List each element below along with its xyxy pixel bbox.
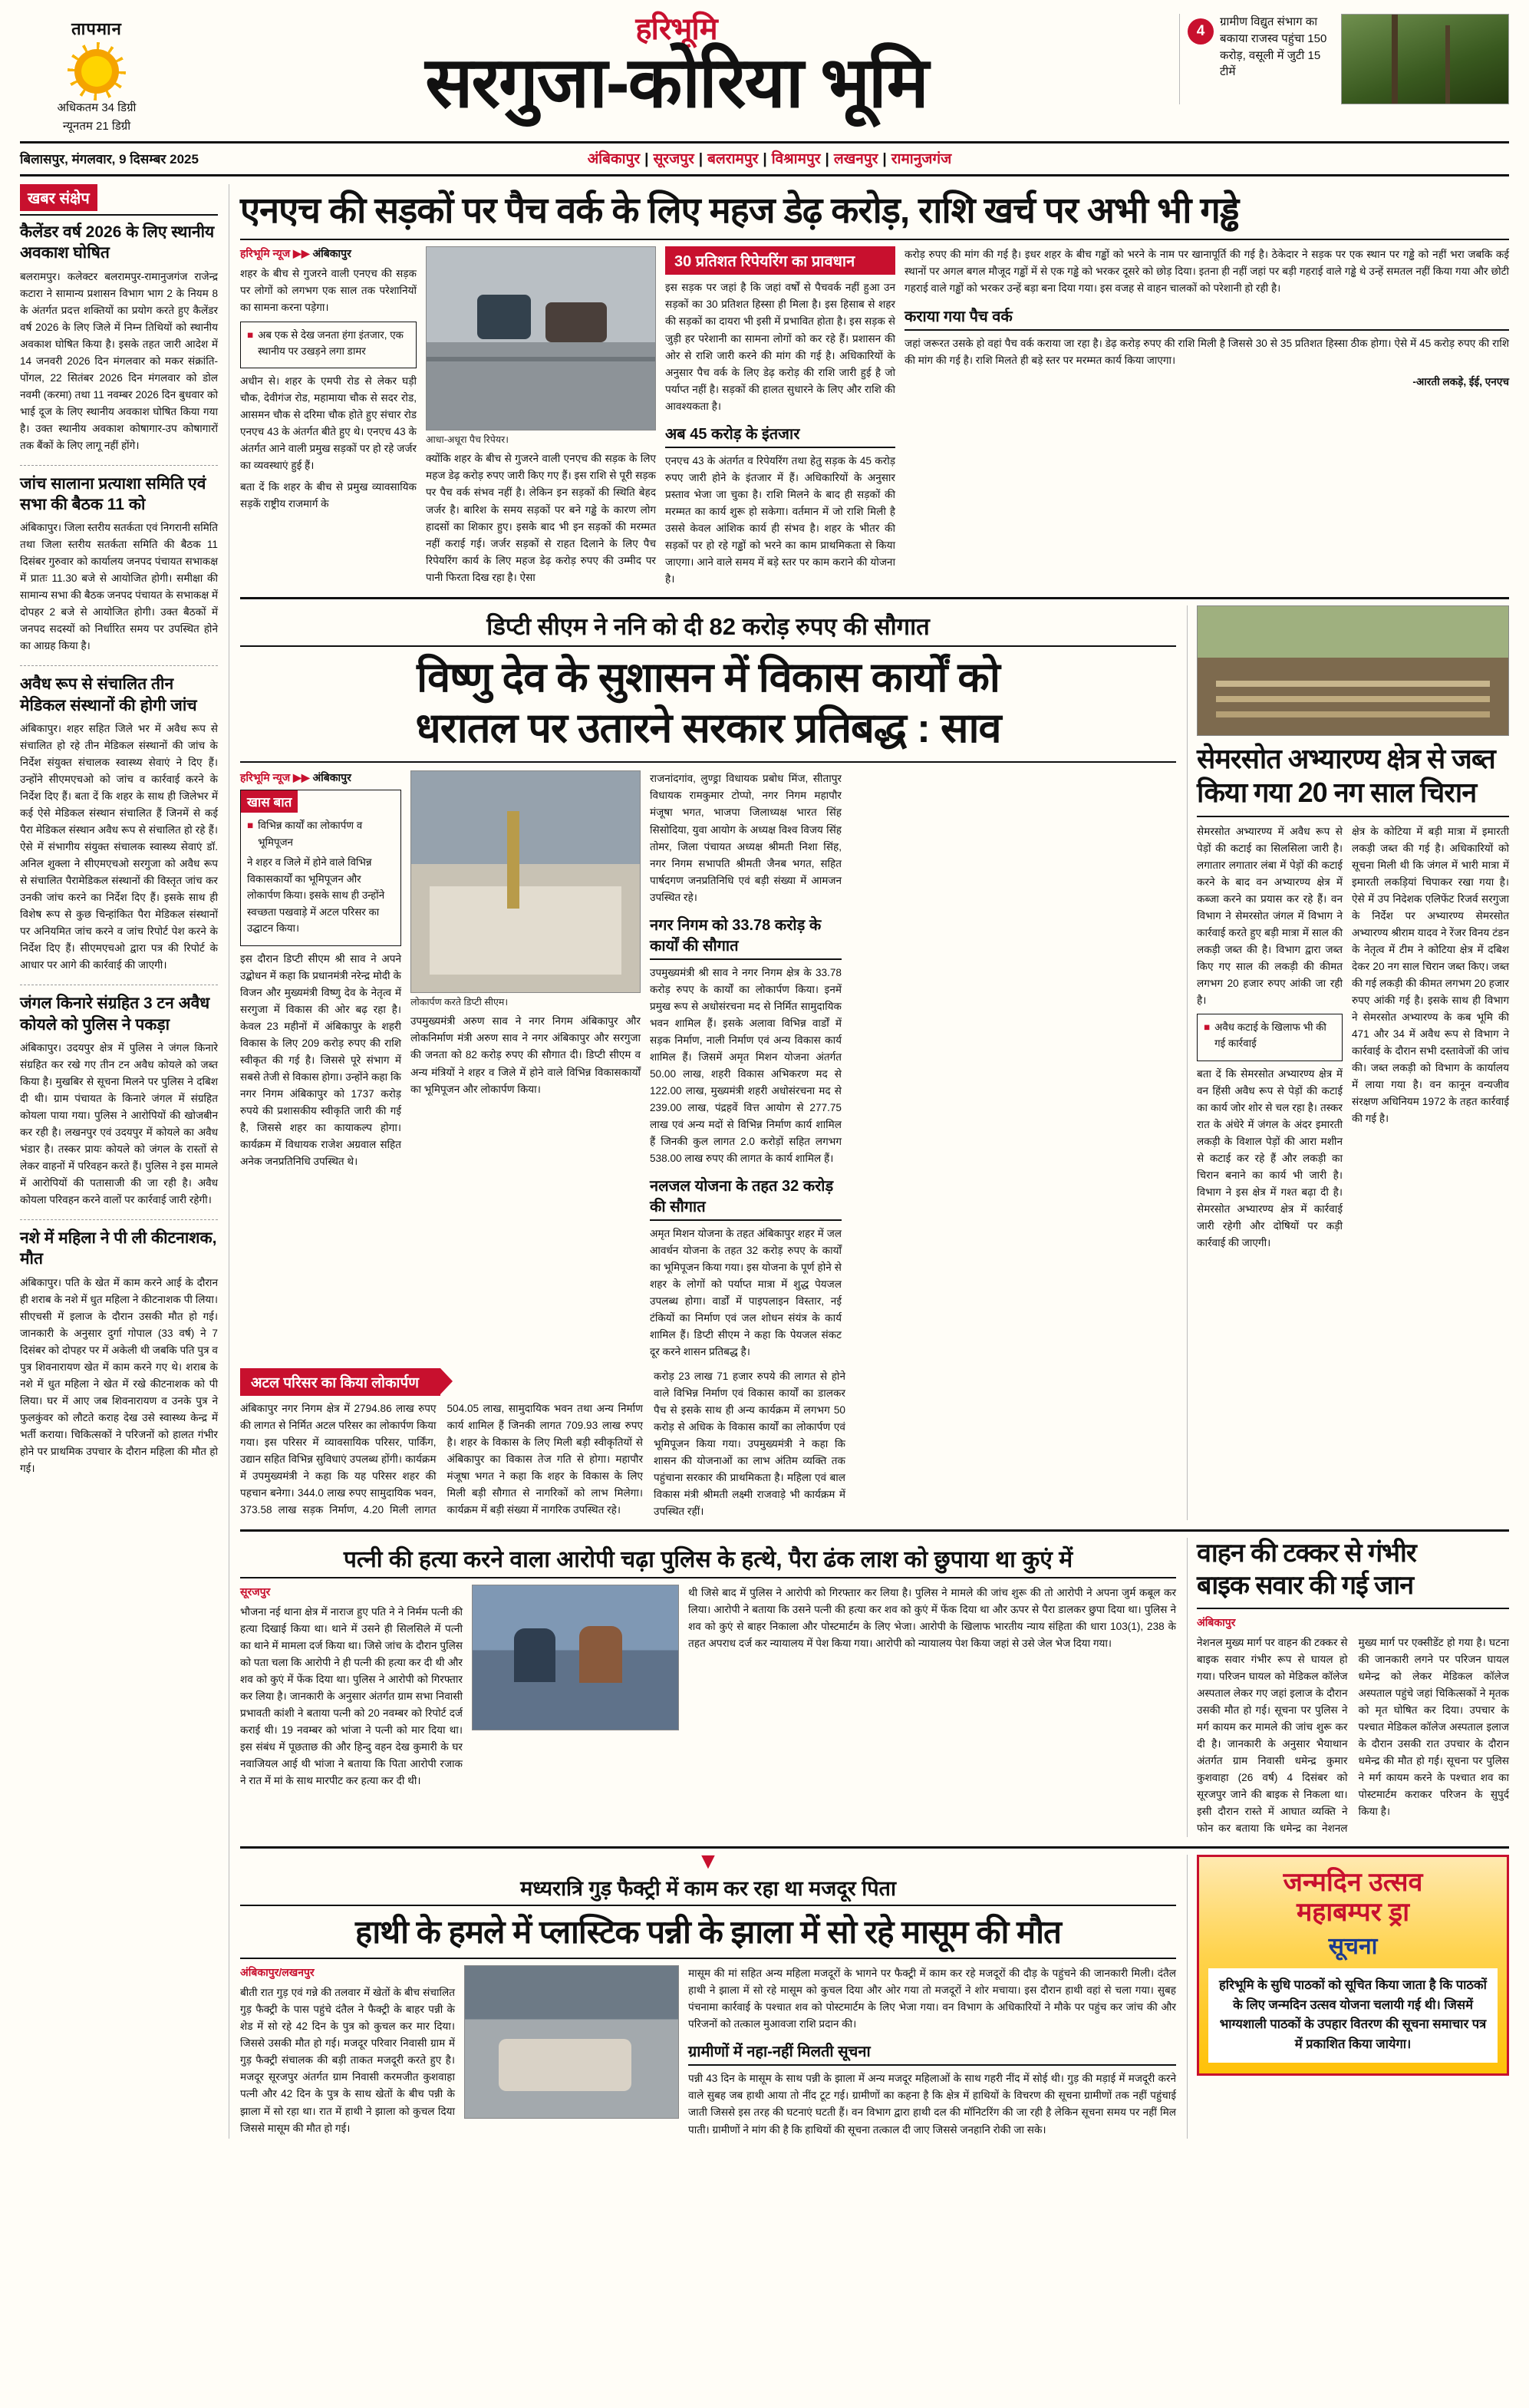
byline-place: अंबिकापुर (312, 247, 351, 260)
lead-box3-sign: -आरती लकड़े, ईई, एनएच (1412, 375, 1509, 388)
lead-col1c: बता दें कि शहर के बीच से प्रमुख व्यावसायिक सड़कें राष्ट्रीय राजमार्ग के (240, 481, 417, 510)
sidebar-head: खबर संक्षेप (20, 184, 97, 211)
forest-headline-l1: सेमरसोत अभ्यारण्य क्षेत्र से जब्त (1197, 742, 1495, 774)
second-section (240, 605, 1509, 1520)
lead-box3-head: कराया गया पैच वर्क (905, 305, 1509, 331)
sidebar-story-text: अंबिकापुर। जिला स्तरीय सतर्कता एवं निगरानी समिति तथा जिला स्तरीय सतर्कता समिति की बैठक 11 दिसंबर गुरुवार को कार्यालय जनपद पंचायत सभाकक्ष में प्रातः 11.30 बजे से आयोजित होगी। समीक्षा की सामान्य सभा की बैठक जनपद पंचायत के सभाकक्ष में दोपहर 2 बजे से आयोजित होगी। उक्त बैठकों में जनपद सदस्यों को निर्धारित समय पर उपस्थित होने का आग्रह किया है। (20, 522, 218, 652)
sidebar-story-title: जांच सालाना प्रत्याशा समिति एवं सभा की बैठक 11 को (20, 474, 206, 514)
lead-keybox-item: ■ अब एक से देख जनता हंगा इंतजार, एक स्थानीय पर उखड़ने लगा डामर (247, 328, 404, 357)
second-body3: राजनांदगांव, लुण्ड्रा विधायक प्रबोध मिंज, सीतापुर विधायक रामकुमार टोप्पो, नगर निगम महापौर मंजूषा भगत, भाजपा जिलाध्यक्ष भारत सिंह सिसोदिया, युवा आयोग के अध्यक्ष विश्व विजय सिंह तोमर, जिला पंचायत अध्यक्ष श्रीमती निशा सिंह, नगर निगम सभापति श्रीमती जैनब भगत, सहित पार्षदगण जनप्रतिनिधि एवं बड़ी संख्या में आमजन उपस्थित रहे। (650, 773, 842, 903)
second-headline-l1: विष्णु देव के सुशासन में विकास कार्यों को (417, 654, 1000, 701)
bike-headline-l2: बाइक सवार की गई जान (1197, 1570, 1414, 1600)
bike-story (1187, 1538, 1509, 1837)
lead-box2-head: अब 45 करोड़ के इंतजार (665, 423, 895, 448)
lead-box3-text: जहां जरूरत उसके हो वहां पैच वर्क कराया जा रहा है। डेढ़ करोड़ रुपए की राशि मिली है जिससे 30 से 35 प्रतिशत हिस्सा ठीक होगा। ऐसे में 45 करोड़ रुपए की राशि की मांग की गई है। राशि मिलते ही बड़े स्तर पर मरम्मत कार्य किया जाएगा। (905, 337, 1509, 366)
edition-list: अंबिकापुर | सूरजपुर | बलरामपुर | विश्रामपुर | लखनपुर | रामानुजगंज (587, 151, 952, 167)
ad-box[interactable] (1197, 1855, 1509, 2075)
lead-body (240, 246, 1509, 587)
sidebar-story-text: अंबिकापुर। पति के खेत में काम करने आई के दौरान ही शराब के नशे में धुत महिला ने कीटनाशक पी लिया। सीएचसी में इलाज के दौरान उसकी मौत हो गई। जानकारी के अनुसार दुर्गा गोपाल (33 वर्ष) ने 7 दिसंबर को दोपहर पर में अकेली थी जबकि पति पुत्र व पुत्र शिवनारायण खेत में काम करने गए थे। शराब के नशे में धुत महिला ने खेत में रखे कीटनाशक को पी लिया। घर में आए जब शिवनारायण व उनके पुत्र ने फुलकुंवर को लौटते कराह देख उसे स्वास्थ्य केन्द्र में भर्ती कराया। चिकित्सकों ने परिजनों को हालत गंभीर होने पर प्राथमिक उपचार के दौरान महिला की मौत हो गई। (20, 1276, 218, 1474)
promo-text: ग्रामीण विद्युत संभाग का बकाया राजस्व पहुंचा 150 करोड़, वसूली में जुटी 15 टीमें (1220, 15, 1327, 79)
lead-box1-head: 30 प्रतिशत रिपेयरिंग का प्रावधान (665, 246, 895, 275)
second-box2-head: नलजल योजना के तहत 32 करोड़ की सौगात (650, 1175, 842, 1221)
second-keybox-head: खास बात (241, 790, 298, 813)
lead-col1b: अधीन से। शहर के एमपी रोड से लेकर घड़ी चौक, देवीगंज रोड, महामाया चौक से सदर रोड, आसमन चौक से दरिमा चौक होते हुए संचार रोड एनएच 43 के अंतर्गत बीते हुए थे। एनएच 43 के अंतर्गत आने वाली प्रमुख सड़कों पर हो रहे जर्जर का व्यवस्थाएं हुई हैं। (240, 375, 417, 472)
elephant-col2: मासूम की मां सहित अन्य महिला मजदूरों के भागने पर फैक्ट्री में काम कर रहे मजदूरों की दौड़ के पहुंचने की जानकारी मिली। दंतैल हाथी ने झाला में सो रहे मासूम को कुचल दिया और ओर गया तो मजदूरों ने शोर मचाया। इस दौरान हाथी वहां से चला गया। सुबह पंचनामा कार्रवाई के पश्चात शव को पोस्टमार्टम के लिए भेजा गया। वन विभाग के अधिकारियों ने मौके पर पहुंच कर जांच की और परिजनों को तत्काल मुआवजा राशि प्रदान की। (688, 1968, 1176, 2030)
wife-col1: भौजना नई थाना क्षेत्र में नाराज हुए पति ने ने निर्मम पत्नी की हत्या दिखाई किया था। थाने में उसने ही सिलसिले में पत्नी का थाने में मामला दर्ज किया था। जिसे जांच के दौरान पुलिस को पता चला कि आरोपी ने ही पत्नी की हत्या कर दी थी और शव को कुएं में फेंक दिया था। पुलिस ने आरोपी को गिरफ्तार कर लिया है। जानकारी के अनुसार अंतर्गत ग्राम सभा निवासी प्रभावती कांशी ने बताया पत्नी को 20 नवम्बर को रिपोर्ट दर्ज कराई थी। 19 नवम्बर को भांजा ने पत्नी को मार दिया था। इस संबंध में पूछताछ की और हिन्दु वहन देख कुमारी के घर नवाजियल आई थी भांजा ने बताया कि पिता आरोपी रजाक ने रात में मां के साथ मारपीट कर हत्या कर दी थी। (240, 1606, 463, 1787)
second-byline: हरिभूमि न्यूज ▶▶ अंबिकापुर (240, 771, 351, 784)
temperature-label: तापमान (71, 19, 122, 38)
main-content (229, 184, 1509, 2139)
bike-byline: अंबिकापुर (1197, 1615, 1236, 1628)
brand-logo: हरिभूमि (635, 12, 717, 46)
elephant-byline: अंबिकापुर/लखनपुर (240, 1966, 315, 1979)
edition-bar (20, 143, 1509, 174)
second-photo (410, 770, 641, 993)
bike-headline-l1: वाहन की टक्कर से गंभीर (1197, 1539, 1416, 1568)
ad-line1: जन्मदिन उत्सव (1283, 1868, 1423, 1898)
page-title: सरगुजा-कोरिया भूमि (425, 44, 928, 122)
forest-text3: क्षेत्र के कोटिया में बड़ी मात्रा में इमारती लकड़ी जब्त की गई है। अधिकारियों को सूचना मिली थी कि जंगल में भारी मात्रा में इमारती लकड़ियां चिपाकर रखा गया है। ऐसे में उप निदेशक एलिफेंट रिजर्व सरगुजा के निर्देश पर अभ्यारण्य सेमरसोत अभ्यारण्य श्रीराम यादव ने रेंजर विनय टंडन के नेतृत्व में टीम ने कोटिया क्षेत्र में दबिश देकर 20 नग साल चिरान जब्त किए। जब्त की गई लकड़ी की कीमत लगभग 20 हजार रुपए आंकी गई है। इसके साथ ही विभाग ने सेमरसोत अभ्यारण्य के कब भूमि की 471 और 34 में अवैध रूप से विभाग ने कार्रवाई के दौरान सभी दस्तावेजों की जांच की। जब्त लकड़ी को विभाग के कार्यालय में लाया गया है। वन कानून वन्यजीव संरक्षण अधिनियम 1972 के तहत कार्रवाई की गई है। (1352, 825, 1509, 1124)
ad-line3: सूचना (1328, 1934, 1378, 1960)
forest-photo (1197, 605, 1509, 736)
second-box1-text: उपमुख्यमंत्री श्री साव ने नगर निगम क्षेत्र के 33.78 करोड़ रुपए के कार्यों का लोकार्पण किया। इनमें प्रमुख रूप से अधोसंरचना मद से निर्मित सामुदायिक भवन शामिल हैं। इसके अलावा विभिन्न वार्डों में सड़क निर्माण, नाली निर्माण एवं अन्य विकास कार्य शामिल हैं। जिसमें अमृत मिशन योजना अंतर्गत 50.00 लाख, शहरी विकास अभिकरण मद से 122.00 लाख, मुख्यमंत्री शहरी अधोसंरचना मद से 239.00 लाख, पंद्रहवें वित्त आयोग से 277.75 लाख एवं अन्य मदों से विभिन्न निर्माण कार्य शामिल हैं जिनकी कुल लागत 2.0 करोड़ों सहित लगभग 538.00 लाख रुपए की लागत के कार्य शामिल हैं। (650, 966, 842, 1164)
lead-box2-text: एनएच 43 के अंतर्गत व रिपेयरिंग तथा हेतु सड़क के 45 करोड़ रुपए जारी होने के इंतजार में हैं। अधिकारियों के अनुसार प्रस्ताव भेजा जा चुका है। राशि मिलने के बाद ही सड़कों की मरम्मत का कार्य शुरू हो सकेगा। वर्तमान में जो राशि मिली है उससे केवल आंशिक कार्य ही संभव है। शहर के भीतर की सड़कों पर हो रहे गड्ढों को भरने का काम प्राथमिकता से किया जाएगा। आने वाले समय में बड़े स्तर पर काम कराने की योजना है। (665, 454, 895, 585)
forest-text2: बता दें कि सेमरसोत अभ्यारण्य क्षेत्र में वन हिंसी अवैध रूप से पेड़ों की कटाई का कार्य जोर शोर से चल रहा है। तस्कर रात के अंधेरे में जंगल के अंदर इमारती लकड़ी के विशाल पेड़ों की आरा मशीन से कटाई कर रहे हैं और लकड़ी का चिरान बनाने का कार्य भी जारी है। विभाग ने इस क्षेत्र में गश्त बढ़ा दी है। सेमरसोत अभ्यारण्य क्षेत्र में कार्रवाई जारी रहेगी और दोषियों पर कड़ी कार्रवाई की जाएगी। (1197, 1067, 1343, 1249)
byline-place: अंबिकापुर (312, 771, 351, 784)
elephant-photo (464, 1965, 679, 2119)
byline-brand: हरिभूमि न्यूज (240, 771, 291, 784)
sidebar-story-title: नशे में महिला ने पी ली कीटनाशक, मौत (20, 1229, 217, 1268)
elephant-box-head: ग्रामीणों में नहा-नहीं मिलती सूचना (688, 2040, 1176, 2066)
lead-byline: हरिभूमि न्यूज ▶▶ अंबिकापुर (240, 247, 351, 260)
second-body2: इस दौरान डिप्टी सीएम श्री साव ने अपने उद्बोधन में कहा कि प्रधानमंत्री नरेन्द्र मोदी के विजन और मुख्यमंत्री विष्णु देव के नेतृत्व में सरगुजा में विकास की ओर बढ़ रहा है। केवल 23 महीनों में अंबिकापुर के शहरी विकास के लिए 209 करोड़ रुपए की राशि स्वीकृत की गई है। जिससे पूरे संभाग में सबसे तेजी से विकास होगा। उन्होंने कहा कि नगर निगम अंबिकापुर को 1737 करोड़ रुपये की प्रशासकीय स्वीकृति जारी की गई है, जिससे शहर का कायाकल्प होगा। कार्यक्रम में विधायक राजेश अग्रवाल सहित अनेक जनप्रतिनिधि उपस्थित थे। (240, 952, 401, 1167)
edition-4[interactable]: लखनपुर (833, 151, 878, 167)
promo-teaser[interactable] (1179, 14, 1509, 104)
wife-photo (472, 1585, 679, 1730)
second-body1: उपमुख्यमंत्री अरुण साव ने नगर निगम अंबिकापुर और लोकनिर्माण मंत्री अरुण साव ने नगर अंबिकापुर और सरगुजा की जनता को 82 करोड़ रुपए की सौगात दी। डिप्टी सीएम व अन्य मंत्रियों ने शहर व जिले में होने वाले विभिन्न विकासकार्यों का भूमिपूजन और लोकार्पण किया। (410, 1015, 641, 1095)
second-keybox (240, 790, 401, 945)
second-box2-text: अमृत मिशन योजना के तहत अंबिकापुर शहर में जल आवर्धन योजना के तहत 32 करोड़ रुपए के कार्यों का भूमिपूजन किया गया। इस योजना के पूर्ण होने से शहर के लोगों को पर्याप्त मात्रा में शुद्ध पेयजल उपलब्ध होगा। वार्डों में पाइपलाइन विस्तार, नई टंकियों का निर्माण एवं जल शोधन संयंत्र के कार्य शामिल हैं। डिप्टी सीएम ने कहा कि पेयजल संकट दूर करने शासन प्रतिबद्ध है। (650, 1227, 842, 1357)
advertisement[interactable] (1187, 1855, 1509, 2138)
edition-2[interactable]: बलरामपुर (707, 151, 759, 167)
lead-keybox (240, 322, 417, 369)
elephant-headline: हाथी के हमले में प्लास्टिक पन्नी के झाला में सो रहे मासूम की मौत (355, 1914, 1061, 1951)
second-box3-text: अंबिकापुर नगर निगम क्षेत्र में 2794.86 लाख रुपए की लागत से निर्मित अटल परिसर का लोकार्पण किया गया। इस परिसर में व्यावसायिक परिसर, पार्किंग, उद्यान सहित विभिन्न सुविधाएं उपलब्ध होंगी। कार्यक्रम में उपमुख्यमंत्री ने कहा कि यह परिसर शहर की पहचान बनेगा। 344.0 लाख रुपए सामुदायिक भवन, 373.58 लाख सड़क निर्माण, 4.20 मिली लागत 504.05 लाख, सामुदायिक भवन तथा अन्य निर्माण कार्य शामिल हैं जिनकी लागत 709.93 लाख रुपए है। शहर के विकास के लिए मिली बड़ी स्वीकृतियों से अंबिकापुर का विकास तेज गति से होगा। महापौर मंजूषा भगत ने कहा कि शहर के विकास के लिए मिली बड़ी सौगात से नागरिकों को लाभ मिलेगा। कार्यक्रम में बड़ी संख्या में नागरिक उपस्थित रहे। (240, 1402, 643, 1516)
temperature-min: न्यूनतम 21 डिग्री (62, 120, 131, 133)
lead-photo (426, 246, 656, 430)
content-grid (20, 184, 1509, 2139)
place-date: बिलासपुर, मंगलवार, 9 दिसम्बर 2025 (20, 151, 199, 167)
temperature-max: अधिकतम 34 डिग्री (57, 101, 137, 114)
edition-5[interactable]: रामानुजगंज (891, 151, 952, 167)
sidebar (20, 184, 218, 2139)
elephant-section (240, 1849, 1509, 2138)
forest-headline-l2: किया गया 20 नग साल चिरान (1197, 776, 1477, 808)
title-block (173, 14, 1179, 120)
bike-col1: नेशनल मुख्य मार्ग पर वाहन की टक्कर से बाइक सवार गंभीर रूप से घायल हो गया। परिजन घायल को मेडिकल कॉलेज अस्पताल लेकर गए जहां इलाज के दौरान उसकी मौत हो गई। सूचना पर पुलिस ने मर्ग कायम कर मामले की जांच शुरू कर दी है। जानकारी के अनुसार भैयाथान अंतर्गत ग्राम निवासी धमेन्द्र कुमार कुशवाहा (26 वर्ष) 4 दिसंबर को सूरजपुर जाने की बाइक से निकला था। इसी दौरान रास्ते में आघात व्यक्ति ने फोन कर बताया कि धमेन्द्र का नेशनल मुख्य मार्ग पर एक्सीडेंट हो गया है। घटना की जानकारी लगने पर परिजन घायल धमेन्द्र को लेकर मेडिकल कॉलेज अस्पताल पहुंचे जहां चिकित्सकों ने मृतक को मृत घोषित कर दिया। उपचार के पश्चात मेडिकल कॉलेज अस्पताल इलाज के दौरान उसकी रात उपचार के दौरान धमेन्द्र की मौत हो गई। सूचना पर पुलिस ने मर्ग कायम करने के पश्चात शव का पोस्टमार्टम कराकर परिजन के सुपुर्द किया है। (1197, 1636, 1509, 1835)
masthead (20, 0, 1509, 134)
sidebar-story-1[interactable] (20, 473, 218, 655)
wife-headline: पत्नी की हत्या करने वाला आरोपी चढ़ा पुलिस के हत्थे, पैरा ढंक लाश को छुपाया था कुएं में (343, 1547, 1073, 1573)
lead-headline: एनएच की सड़कों पर पैच वर्क के लिए महज डेढ़ करोड़, राशि खर्च पर अभी भी गड्ढे (240, 190, 1239, 230)
lead-col3a: करोड़ रुपए की मांग की गई है। इधर शहर के बीच गड्ढों को भरने के नाम पर खानापूर्ति की गई है। ठेकेदार ने सड़क पर एक स्थान पर गड्ढे को नहीं भरा जबकि कई स्थानों पर अगल बगल मौजूद गड्ढों में से एक गड्ढे को भरकर दूसरे को छोड़ दिया। इतना ही नहीं जहां पर बड़ी गहराई वाले गड्ढे थे उन्हें समतल नहीं किया गया और छोटी गहराई वाले गड्ढों को भरकर उन्हें बड़ा बना दिया गया। इस वजह से वाहन चालकों को परेशानी हो रही है। (905, 249, 1509, 295)
sidebar-story-0[interactable] (20, 222, 218, 454)
sidebar-story-text: बलरामपुर। कलेक्टर बलरामपुर-रामानुजगंज राजेन्द्र कटारा ने सामान्य प्रशासन विभाग भाग 2 के नियम 8 के अंतर्गत प्रदत्त शक्तियों का प्रयोग करते हुए कैलेंडर वर्ष 2026 के लिए जिले में निम्न तिथियों को स्थानीय अवकाश घोषित किया है। इसके तहत जारी आदेश में 14 जनवरी 2026 दिन मंगलवार को मकर संक्रांति-पोंगल, 22 सितंबर 2026 दिन मंगलवार को डोल नवमी (करमा) तथा 11 नवम्बर 2026 दिन बुधवार को भाई दूज के लिए स्थानीय अवकाश घोषित किया गया है। उक्त स्थानीय अवकाश कोषागार-उप कोषागारों तक बैंकों के लिए लागू नहीं होंगे। (20, 270, 218, 451)
byline-brand: हरिभूमि न्यूज (240, 247, 291, 260)
edition-1[interactable]: सूरजपुर (653, 151, 694, 167)
second-keybox-item-0: ■ विभिन्न कार्यों का लोकार्पण व भूमिपूजन (247, 820, 363, 848)
promo-photo (1341, 14, 1509, 104)
ad-body-text: हरिभूमि के सुधि पाठकों को सूचित किया जाता है कि पाठकों के लिए जन्मदिन उत्सव योजना चलायी गई थी। जिसमें भाग्यशाली पाठकों के उपहार वितरण की सूचना समाचार पत्र में प्रकाशित किया जायेगा। (1208, 1968, 1498, 2062)
elephant-kicker: मध्यरात्रि गुड़ फैक्ट्री में काम कर रहा था मजदूर पिता (520, 1877, 896, 1901)
temperature-box (20, 14, 173, 134)
edition-0[interactable]: अंबिकापुर (587, 151, 641, 167)
sidebar-story-4[interactable] (20, 1228, 218, 1477)
second-keybox-item-1: ने शहर व जिले में होने वाले विभिन्न विकासकार्यों का भूमिपूजन और लोकार्पण किया। इसके साथ ही उन्होंने स्वच्छता पखवाड़े में अटल परिसर का उद्घाटन किया। (247, 856, 385, 935)
elephant-col1: बीती रात गुड़ एवं गन्ने की तलवार में खेतों के बीच संचालित गुड़ फैक्ट्री के पास पहुंचे दंतैल ने फैक्ट्री के बाहर पन्नी के शेड में सो रहे 42 दिन के पुत्र को कुचल कर मार दिया। जिससे उसकी मौत हो गई। मजदूर परिवार निवासी ग्राम में गुड़ फैक्ट्री संचालक की बड़ी ताकत मजदूरी करते हुए है। मजदूर सूरजपुर अंतर्गत ग्राम निवासी करमजीत कुशवाहा पत्नी और 42 दिन के पुत्र के साथ खेतों के बीच पन्नी के झाला में सो रहा था। रात में हाथी ने झाला को कुचल दिया जिससे मासूम की मौत हो गई। (240, 1987, 455, 2134)
forest-text1: सेमरसोत अभ्यारण्य में अवैध रूप से पेड़ों की कटाई का सिलसिला जारी है। लगातार लगातार लंबा में पेड़ों की कटाई करने के बाद वन अभ्यारण्य क्षेत्र में कब्जा करने का प्रयास कर रहे हैं। वन विभाग ने सेमरसोत जंगल में विभाग ने कार्रवाई करते हुए बड़ी मात्रा में साल की लकड़ी जब्त की है। विभाग द्वारा जब्त किए गए साल की लकड़ी की कीमत लगभग 20 हजार रुपए आंकी जा रही है। (1197, 825, 1343, 1006)
lower-section (240, 1538, 1509, 1837)
forest-keybox (1197, 1014, 1343, 1061)
sun-icon (74, 49, 119, 94)
ad-line2: महाबम्पर ड्रा (1296, 1898, 1410, 1928)
wife-col2: थी जिसे बाद में पुलिस ने आरोपी को गिरफ्तार कर लिया है। पुलिस ने मामले की जांच शुरू की तो आरोपी ने अपना जुर्म कबूल कर लिया। आरोपी ने बताया कि उसने पत्नी की हत्या कर शव को कुएं में फेंक दिया था और ऊपर से पैरा डालकर छुपा दिया था। पुलिस ने शव को कुएं से बाहर निकाला और पोस्टमार्टम के लिए भेजा। आरोपी के खिलाफ भारतीय न्याय संहिता की धारा 103(1), 238 के तहत अपराध दर्ज कर न्यायालय में पेश किया गया। आरोपी को न्यायालय पेश किया जहां से उसे जेल भेज दिया गया। (688, 1587, 1176, 1650)
second-kicker: डिप्टी सीएम ने ननि को दी 82 करोड़ रुपए की सौगात (486, 612, 930, 640)
second-box4-text: करोड़ 23 लाख 71 हजार रुपये की लागत से होने वाले विभिन्न निर्माण एवं विकास कार्यों का डालकर पैच से इसके साथ ही अन्य कार्यक्रम में लगभग 50 करोड़ से अधिक के विकास कार्यों का लोकार्पण एवं भूमिपूजन किया गया। उपमुख्यमंत्री ने कहा कि शासन की योजनाओं का लाभ अंतिम व्यक्ति तक पहुंचाना सरकार की प्राथमिकता है। महिला एवं बाल विकास मंत्री श्रीमती लक्ष्मी राजवाड़े भी कार्यक्रम में उपस्थित रहीं। (654, 1370, 845, 1518)
chevron-down-icon: ▼ (697, 1849, 720, 1875)
sidebar-story-3[interactable] (20, 993, 218, 1209)
promo-page-number: 4 (1188, 18, 1214, 45)
second-box1-head: नगर निगम को 33.78 करोड़ के कार्यों की सौगात (650, 914, 842, 960)
sidebar-story-title: जंगल किनारे संग्रहित 3 टन अवैध कोयले को पुलिस ने पकड़ा (20, 995, 210, 1034)
second-photo-caption: लोकार्पण करते डिप्टी सीएम। (410, 997, 509, 1008)
second-headline-l2: धरातल पर उतारने सरकार प्रतिबद्ध : साव (415, 704, 1001, 751)
forest-keybox-item: ■ अवैध कटाई के खिलाफ भी की गई कार्रवाई (1204, 1021, 1326, 1050)
lead-box1-text: इस सड़क पर जहां है कि जहां वर्षों से पैचवर्क नहीं हुआ उन सड़कों का 30 प्रतिशत हिस्सा ही मिला है। इस हिसाब से शहर की सड़कों का दायरा भी इसी में प्रभावित होता है। इस सड़क से जुड़ी हर परेशानी का सामना लोगों को कर रहे हैं। प्रशासन की ओर से राशि जारी करने की मांग की गई है। अधिकारियों के अनुसार पैच वर्क के लिए डेढ़ करोड़ की राशि जारी हुई है जो पर्याप्त नहीं है। सड़कों की हालत सुधारने के लिए और राशि की आवश्यकता है। (665, 282, 895, 412)
lead-col2-text: क्योंकि शहर के बीच से गुजरने वाली एनएच की सड़क के लिए महज डेढ़ करोड़ रुपए जारी किए गए हैं। इस राशि से पूरी सड़क पर पैच वर्क संभव नहीं है। लेकिन इन सड़कों की स्थिति बेहद जर्जर है। बारिश के समय सड़कों पर बने गड्ढे के कारण लोग हादसों का शिकार हुए। इसके बाद भी इन सड़कों की मरम्मत नहीं कराई गई। जर्जर सड़कों से राहत दिलाने के लिए पैच रिपेयरिंग कार्य के लिए महज डेढ़ करोड़ रुपए की उम्मीद पर पानी फिरता दिख रहा है। ऐसा (426, 453, 656, 583)
sidebar-story-title: अवैध रूप से संचालित तीन मेडिकल संस्थानों की होगी जांच (20, 675, 197, 714)
second-box3-head: अटल परिसर का किया लोकार्पण (240, 1368, 440, 1396)
lead-photo-caption: आधा-अधूरा पैच रिपेयर। (426, 434, 509, 446)
elephant-box-text: पन्नी 43 दिन के मासूम के साथ पन्नी के झाला में अन्य मजदूर महिलाओं के साथ गहरी नींद में सोई थी। गुड़ की मड़ाई में मजदूरी करने वाले सुबह जब हाथी आया तो नींद टूट गई। ग्रामीणों का कहना है कि क्षेत्र में हाथियों के विचरण की सूचना ग्रामीणों तक नहीं पहुंचाई जाती जिससे इस तरह की घटनाएं घटती हैं। वन विभाग द्वारा हाथी दल की मॉनिटरिंग की जा रही है लेकिन सूचना समय पर नहीं मिल पाती। ग्रामीणों ने मांग की है कि हाथियों की सूचना तत्काल दी जाए जिससे जनहानि रोकी जा सके। (688, 2073, 1176, 2136)
lead-col1-text: शहर के बीच से गुजरने वाली एनएच की सड़क पर लोगों को लगभग एक साल तक परेशानियों का सामना करना पड़ेगा। (240, 268, 417, 314)
sidebar-story-text: अंबिकापुर। उदयपुर क्षेत्र में पुलिस ने जंगल किनारे संग्रहित कर रखे गए तीन टन अवैध कोयले को जब्त किया है। मुखबिर से सूचना मिलने पर पुलिस ने दबिश दी थी। ग्राम पंचायत के किनारे जंगल में संग्रहित कोयला पाया गया। पुलिस ने आरोपियों की खोजबीन कर रही है। लखनपुर एवं उदयपुर में कोयले का अवैध भंडार है। तस्कर प्रायः कोयले को जंगल के रास्तों से लेकर वाहनों में परिवहन करते हैं। पुलिस ने इस मामले में आरोपियों की पतासाजी की जा रही है। अवैध कोयला परिवहन करने वालों पर कार्रवाई जारी रहेगी। (20, 1041, 218, 1206)
edition-3[interactable]: विश्रामपुर (771, 151, 821, 167)
wife-byline: सूरजपुर (240, 1585, 271, 1598)
sidebar-story-text: अंबिकापुर। शहर सहित जिले भर में अवैध रूप से संचालित हो रहे तीन मेडिकल संस्थानों की जांच के निर्देश संयुक्त संचालक स्वास्थ्य सेवाएं ने दिए हैं। उन्होंने सीएमएचओ को जांच व कार्रवाई करने के निर्देश दिए हैं। बता दें कि शहर के साथ ही जिलेभर में कई ऐसे मेडिकल संस्थान संचालित हैं जिनमें से कई पैरा मेडिकल संस्थान अवैध रूप से संचालित हो रहे हैं। ऐसे में संभागीय संयुक्त संचालक स्वास्थ्य सेवाएं डॉ. अनिल शुक्ला ने सीएमएचओ सरगुजा को अवैध रूप से संचालित पैरामेडिकल संस्थानों की विस्तृत जांच कर उनकी जांच करने का निर्देश दिए हैं। इसके साथ ही विशेष रूप से कुछ चिन्हांकित पैरा मेडिकल संस्थानों पर अनियमित जांच करने व जांच रिपोर्ट पेश करने के निर्देश दिए हैं। सीएमएचओ द्वारा पत्र की रिपोर्ट के आधार पर आगे की कार्रवाई की जाएगी। (20, 723, 218, 971)
forest-story (1187, 605, 1509, 1520)
sidebar-story-2[interactable] (20, 674, 218, 974)
sidebar-story-title: कैलेंडर वर्ष 2026 के लिए स्थानीय अवकाश घोषित (20, 223, 215, 262)
